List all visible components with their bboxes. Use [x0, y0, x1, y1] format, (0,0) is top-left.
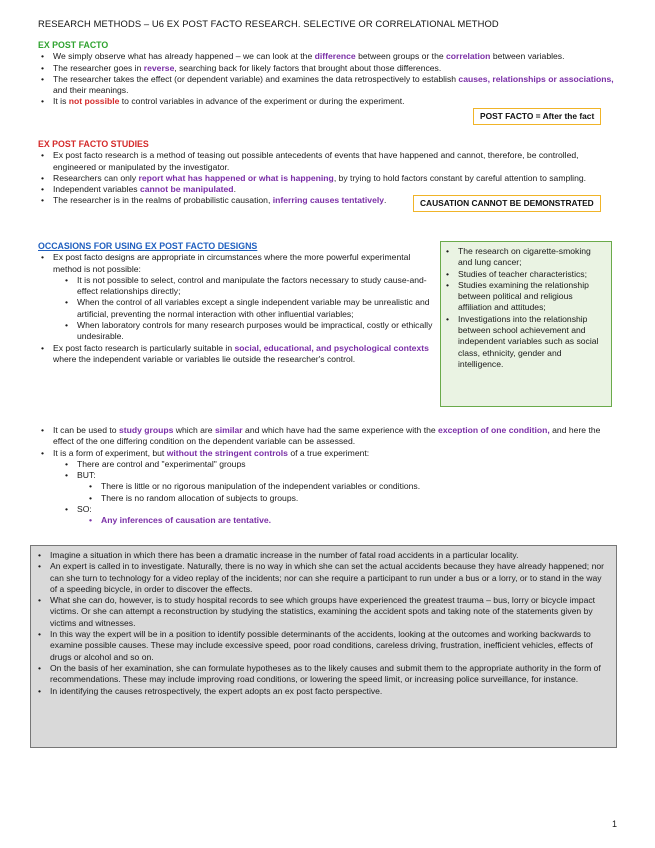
example-paragraph: • In identifying the causes retrospectively, the expert adopts an ex post facto perspective. [35, 686, 608, 697]
list-item: • The researcher is in the realms of probabilistic causation, inferring causes tentatively. [38, 195, 618, 206]
list-item: • Ex post facto research is particularly suitable in social, educational, and psychological contexts where the independent variable or variables lie outside the researcher's control. [38, 343, 438, 366]
section-heading: EX POST FACTO STUDIES [38, 139, 149, 149]
list-item: • It is a form of experiment, but without the stringent controls of a true experiment: [38, 448, 618, 459]
example-paragraph: • What she can do, however, is to study hospital records to see which groups have experienced the greatest trauma – bus, lorry or bicycle impact victims. Or she can attempt a reconstruction by studying the statistics, examining the accident spots and taking note of the statements given by victims and witnesses. [35, 595, 608, 629]
list-item: • It can be used to study groups which are similar and which have had the same experience with the exception of one condition, and here the effect of the one differing condition on the dependent variable can be assessed. [38, 425, 618, 448]
list-item: • Ex post facto designs are appropriate in circumstances where the more powerful experimental method is not possible: [38, 252, 438, 275]
example-paragraph: • In this way the expert will be in a position to identify possible determinants of the accidents, looking at the outcomes and working backwards to examine possible causes. These may include excessive speed, poor road conditions, careless driving, frustration, inefficient vehicles, effects of drugs or alcohol and so on. [35, 629, 608, 663]
sub-list-item: • When the control of all variables except a single independent variable may be unrealistic and artificial, preventing the normal interaction with other influential variables; [53, 297, 438, 320]
list-item: • Researchers can only report what has happened or what is happening, by trying to hold factors constant by careful attention to sampling. [38, 173, 618, 184]
sub-sub-list-item: • There is no random allocation of subjects to groups. [77, 493, 618, 504]
page-number: 1 [611, 818, 617, 829]
post-facto-definition-tag: POST FACTO = After the fact [473, 108, 601, 125]
page-title: RESEARCH METHODS – U6 EX POST FACTO RESEARCH. SELECTIVE OR CORRELATIONAL METHOD [38, 18, 499, 29]
example-paragraph: • On the basis of her examination, she can formulate hypotheses as to the likely causes and submit them to the appropriate authority in the form of recommendations. These may include improving road conditions, or lowering the speed limit, or increasing police surveillance, for instance. [35, 663, 608, 686]
example-item: • The research on cigarette-smoking and lung cancer; [443, 246, 607, 269]
causation-warning-tag: CAUSATION CANNOT BE DEMONSTRATED [413, 195, 601, 212]
list-item: • We simply observe what has already happened – we can look at the difference between groups or the correlation between variables. [38, 51, 618, 62]
example-item: • Investigations into the relationship between school achievement and independent variables such as social class, ethnicity, gender and intelligence. [443, 314, 607, 370]
road-accident-example-box [30, 545, 617, 748]
list-item: • The researcher takes the effect (or dependent variable) and examines the data retrospectively to establish causes, relationships or associations, and their meanings. [38, 74, 618, 97]
list-item: • Independent variables cannot be manipulated. [38, 184, 618, 195]
list-item: • The researcher goes in reverse, searching back for likely factors that brought about those differences. [38, 63, 618, 74]
sub-list-item: • When laboratory controls for many research purposes would be impractical, costly or ethically undesirable. [53, 320, 438, 343]
example-paragraph: • An expert is called in to investigate. Naturally, there is no way in which she can set the actual accidents because they have already happened; nor can she turn to technology for a video replay of the incidents; nor can she require a participant to run under a bus or a lorry, or to stand in the way of a speeding bicycle, in order to discover the effects. [35, 561, 608, 595]
section-ex-post-facto [38, 40, 618, 108]
list-item: • Ex post facto research is a method of teasing out possible antecedents of events that have happened and cannot, therefore, be controlled, engineered or manipulated by the investigator. [38, 150, 618, 173]
sub-list-item: • BUT: [53, 470, 618, 481]
section-occasions [38, 241, 438, 365]
sub-list-item: • It is not possible to select, control and manipulate the factors necessary to study cause-and-effect relationships directly; [53, 275, 438, 298]
section-characteristics [38, 425, 618, 527]
sub-list-item: • SO: [53, 504, 618, 515]
sub-sub-list-item: • There is little or no rigorous manipulation of the independent variables or conditions. [77, 481, 618, 492]
example-item: • Studies of teacher characteristics; [443, 269, 607, 280]
example-item: • Studies examining the relationship between political and religious affiliation and attitudes; [443, 280, 607, 314]
sub-list-item: • There are control and "experimental" groups [53, 459, 618, 470]
example-paragraph: • Imagine a situation in which there has been a dramatic increase in the number of fatal road accidents in a particular locality. [35, 550, 608, 561]
list-item: • It is not possible to control variables in advance of the experiment or during the experiment. [38, 96, 618, 107]
section-heading: EX POST FACTO [38, 40, 109, 50]
examples-box [440, 241, 612, 407]
section-heading: OCCASIONS FOR USING EX POST FACTO DESIGNS [38, 241, 258, 251]
sub-sub-list-item: • Any inferences of causation are tentative. [77, 515, 618, 526]
